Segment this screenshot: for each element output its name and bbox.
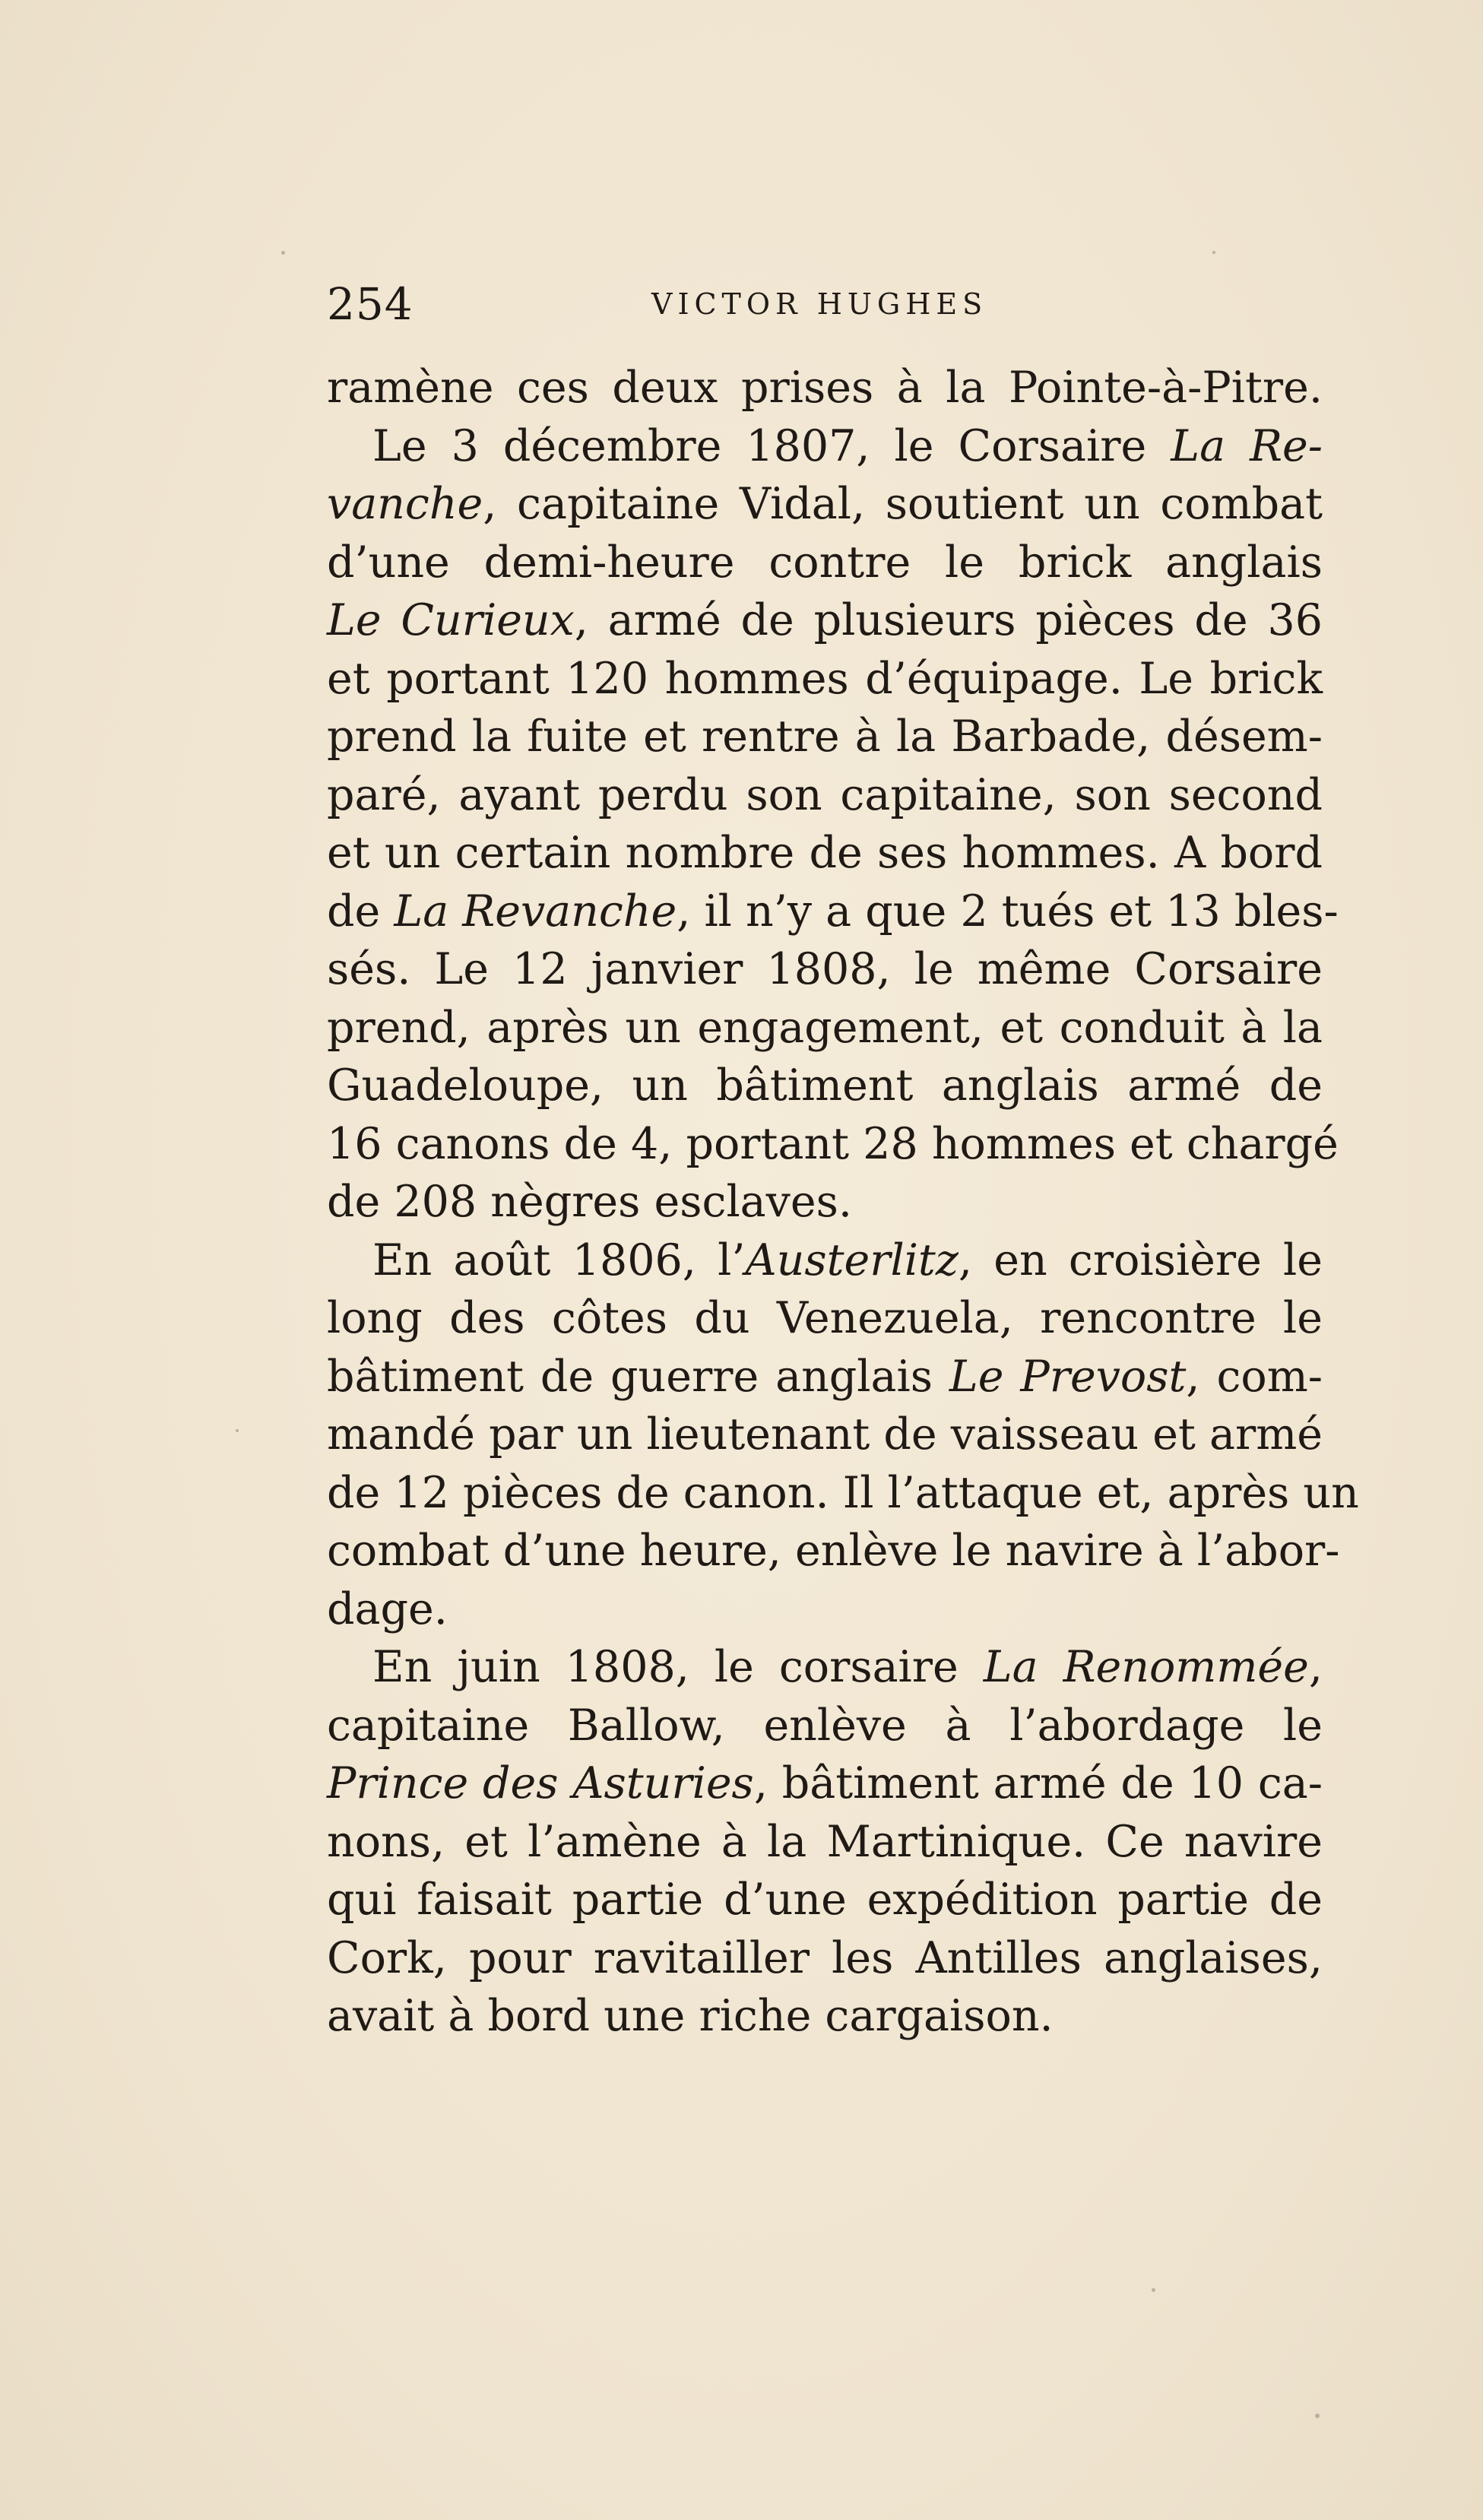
text-line: Le Curieux, armé de plusieurs pièces de 36 [327, 595, 1323, 645]
ship-name: La Revanche [394, 886, 677, 937]
ship-name: Prince des Asturies [327, 1758, 754, 1808]
text-line: Guadeloupe, un bâtiment anglais armé de [327, 1060, 1323, 1111]
ship-name: Austerlitz [745, 1235, 959, 1285]
text-line: de 208 nègres esclaves. [327, 1177, 852, 1227]
ship-name: Le Prevost [949, 1351, 1187, 1402]
text-line: et un certain nombre de ses hommes. A bord [327, 828, 1323, 878]
text-line: long des côtes du Venezuela, rencontre le [327, 1293, 1323, 1343]
text-line: sés. Le 12 janvier 1808, le même Corsaire [327, 944, 1323, 994]
ship-name: La Re- [1171, 420, 1323, 471]
text-line: vanche, capitaine Vidal, soutient un combat [327, 479, 1323, 529]
text-line: de La Revanche, il n’y a que 2 tués et 13 bles- [327, 886, 1339, 937]
text-line: mandé par un lieutenant de vaisseau et armé [327, 1409, 1323, 1460]
text-line: Le 3 décembre 1807, le Corsaire La Re- [372, 420, 1323, 471]
text-line: prend la fuite et rentre à la Barbade, désem- [327, 712, 1323, 762]
running-head: VICTOR HUGHES [651, 287, 988, 321]
page-number: 254 [327, 278, 414, 330]
text-line: qui faisait partie d’une expédition partie de [327, 1875, 1323, 1925]
text-line: Prince des Asturies, bâtiment armé de 10 ca- [327, 1758, 1323, 1808]
text-line: bâtiment de guerre anglais Le Prevost, com- [327, 1351, 1323, 1402]
ship-name: La Renommée [983, 1642, 1309, 1692]
paper-speck [1152, 2288, 1155, 2292]
text-line: et portant 120 hommes d’équipage. Le brick [327, 653, 1323, 704]
text-line: dage. [327, 1583, 448, 1634]
text-line: En août 1806, l’Austerlitz, en croisière le [372, 1235, 1323, 1285]
paper-speck [281, 251, 285, 255]
text-line: combat d’une heure, enlève le navire à l’abor- [327, 1526, 1340, 1576]
text-line: En juin 1808, le corsaire La Renommée, [372, 1642, 1323, 1692]
text-line: Cork, pour ravitailler les Antilles anglaises, [327, 1932, 1323, 1983]
text-line: paré, ayant perdu son capitaine, son second [327, 769, 1323, 820]
text-line: de 12 pièces de canon. Il l’attaque et, après un [327, 1467, 1359, 1518]
paper-speck [1212, 251, 1215, 254]
text-line: d’une demi-heure contre le brick anglais [327, 537, 1323, 588]
page-header [327, 277, 1323, 331]
ship-name: Le Curieux [327, 595, 575, 645]
text-line: avait à bord une riche cargaison. [327, 1991, 1054, 2041]
text-line: ramène ces deux prises à la Pointe-à-Pitre. [327, 363, 1323, 413]
text-line: nons, et l’amène à la Martinique. Ce navire [327, 1816, 1323, 1867]
text-line: prend, après un engagement, et conduit à la [327, 1002, 1323, 1053]
body-text [327, 359, 1359, 2046]
paper-speck [1315, 2414, 1320, 2418]
text-line: capitaine Ballow, enlève à l’abordage le [327, 1700, 1323, 1751]
text-line: 16 canons de 4, portant 28 hommes et chargé [327, 1118, 1339, 1169]
ship-name: vanche [327, 479, 483, 529]
paper-speck [236, 1429, 239, 1432]
